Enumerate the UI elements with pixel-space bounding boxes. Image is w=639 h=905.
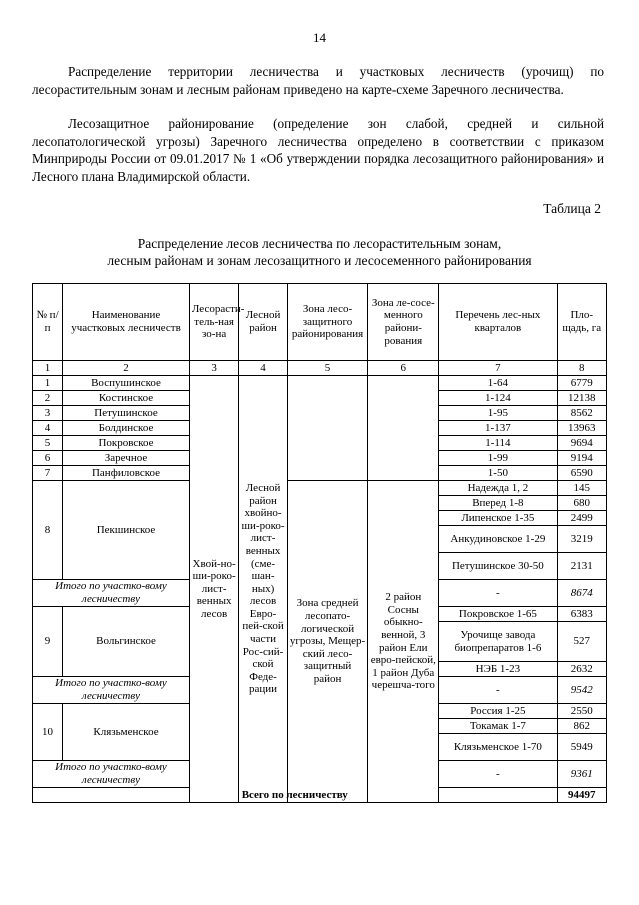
row-area: 6779: [557, 376, 607, 391]
subtotal-quarters: -: [439, 761, 557, 788]
total-label: Всего по лесничеству: [33, 788, 558, 803]
column-number: 7: [439, 361, 557, 376]
paragraph-2: Лесозащитное районирование (определение зон слабой, средней и сильной лесопатологической угрозы) Заречного лесничества определено в соответствии с приказом Минприроды России от 09.01.2017 № 1 «Об утверждении порядка лесозащитного районирования» и Лесного плана Владимирской области.: [32, 116, 604, 184]
table-title-line-1: Распределение лесов лесничества по лесорастительным зонам,: [137, 236, 502, 251]
row-quarters: 1-114: [439, 436, 557, 451]
column-number: 2: [63, 361, 190, 376]
group-name: Пекшинское: [63, 481, 190, 580]
table-header-row: [33, 284, 607, 361]
row-quarters: Вперед 1-8: [439, 496, 557, 511]
row-quarters: 1-50: [439, 466, 557, 481]
table-title-line-2: лесным районам и зонам лесозащитного и лесосеменного районирования: [107, 253, 532, 268]
row-name: Воспушинское: [63, 376, 190, 391]
column-number: 1: [33, 361, 63, 376]
row-quarters: Токамак 1-7: [439, 719, 557, 734]
header-quarters: Перечень лес-ных кварталов: [439, 284, 557, 361]
row-quarters: Покровское 1-65: [439, 607, 557, 622]
row-quarters: 1-137: [439, 421, 557, 436]
header-district: Лесной район: [239, 284, 287, 361]
shared-protection-cell: Зона средней лесопато-логической угрозы, Мещер-ский лесо-защитный район: [287, 481, 368, 803]
row-name: Костинское: [63, 391, 190, 406]
row-name: Панфиловское: [63, 466, 190, 481]
row-no: 2: [33, 391, 63, 406]
row-quarters: Надежда 1, 2: [439, 481, 557, 496]
empty-cell: [368, 376, 439, 481]
row-no: 5: [33, 436, 63, 451]
row-area: 2131: [557, 553, 607, 580]
row-quarters: Анкудиновское 1-29: [439, 526, 557, 553]
row-name: Болдинское: [63, 421, 190, 436]
group-no: 8: [33, 481, 63, 580]
row-name: Петушинское: [63, 406, 190, 421]
row-area: 862: [557, 719, 607, 734]
row-area: 680: [557, 496, 607, 511]
row-area: 5949: [557, 734, 607, 761]
table-title: [0, 235, 639, 269]
column-number: 3: [189, 361, 238, 376]
row-no: 1: [33, 376, 63, 391]
row-area: 3219: [557, 526, 607, 553]
row-no: 6: [33, 451, 63, 466]
row-no: 4: [33, 421, 63, 436]
header-seed-zone: Зона ле-сосе-менного райони-рования: [368, 284, 439, 361]
group-no: 10: [33, 704, 63, 761]
row-name: Покровское: [63, 436, 190, 451]
row-quarters: 1-64: [439, 376, 557, 391]
shared-zone-cell: Хвой-но-ши-роко-лист-венных лесов: [189, 376, 238, 803]
subtotal-area: 9542: [557, 677, 607, 704]
row-area: 2550: [557, 704, 607, 719]
group-no: 9: [33, 607, 63, 677]
column-number: 5: [287, 361, 368, 376]
table-row: [33, 376, 607, 391]
header-zone: Лесорасти-тель-ная зо-на: [189, 284, 238, 361]
row-area: 6383: [557, 607, 607, 622]
column-number: 8: [557, 361, 607, 376]
forest-distribution-table: [32, 283, 607, 803]
group-name: Клязьменское: [63, 704, 190, 761]
shared-district-cell: Лесной район хвойно-ши-роко-лист-венных (сме-шан-ных) лесов Евро-пей-ской части Рос-сий-ской Феде-рации: [239, 376, 287, 803]
row-quarters: Клязьменское 1-70: [439, 734, 557, 761]
column-number: 4: [239, 361, 287, 376]
row-area: 2632: [557, 662, 607, 677]
header-name: Наименование участковых лесничеств: [63, 284, 190, 361]
subtotal-quarters: -: [439, 677, 557, 704]
row-area: 9194: [557, 451, 607, 466]
row-no: 3: [33, 406, 63, 421]
subtotal-label: Итого по участко-вому лесничеству: [33, 761, 190, 788]
subtotal-area: 9361: [557, 761, 607, 788]
header-area: Пло-щадь, га: [557, 284, 607, 361]
table-label: Таблица 2: [543, 201, 601, 216]
row-no: 7: [33, 466, 63, 481]
subtotal-quarters: -: [439, 580, 557, 607]
row-quarters: НЭБ 1-23: [439, 662, 557, 677]
paragraph-1: Распределение территории лесничества и участковых лесничеств (урочищ) по лесорастительным зонам и лесным районам приведено на карте-схеме Заречного лесничества.: [32, 64, 604, 97]
empty-cell: [287, 376, 368, 481]
row-name: Заречное: [63, 451, 190, 466]
total-area: 94497: [557, 788, 607, 803]
table-row: [33, 481, 607, 496]
row-quarters: Урочище завода биопрепаратов 1-6: [439, 622, 557, 662]
header-protection-zone: Зона лесо-защитного районирования: [287, 284, 368, 361]
row-quarters: 1-95: [439, 406, 557, 421]
row-area: 2499: [557, 511, 607, 526]
row-area: 12138: [557, 391, 607, 406]
row-area: 527: [557, 622, 607, 662]
page-number: 14: [313, 30, 326, 45]
row-area: 8562: [557, 406, 607, 421]
subtotal-label: Итого по участко-вому лесничеству: [33, 580, 190, 607]
group-name: Вольгинское: [63, 607, 190, 677]
row-area: 6590: [557, 466, 607, 481]
row-quarters: Липенское 1-35: [439, 511, 557, 526]
column-number-row: [33, 361, 607, 376]
row-quarters: 1-99: [439, 451, 557, 466]
header-no: № п/п: [33, 284, 63, 361]
subtotal-label: Итого по участко-вому лесничеству: [33, 677, 190, 704]
subtotal-area: 8674: [557, 580, 607, 607]
column-number: 6: [368, 361, 439, 376]
row-area: 13963: [557, 421, 607, 436]
row-quarters: 1-124: [439, 391, 557, 406]
row-quarters: Петушинское 30-50: [439, 553, 557, 580]
row-area: 145: [557, 481, 607, 496]
row-quarters: Россия 1-25: [439, 704, 557, 719]
shared-seed-cell: 2 район Сосны обыкно-венной, 3 район Ели евро-пейской, 1 район Дуба черешча-того: [368, 481, 439, 803]
row-area: 9694: [557, 436, 607, 451]
total-row: [33, 788, 607, 803]
